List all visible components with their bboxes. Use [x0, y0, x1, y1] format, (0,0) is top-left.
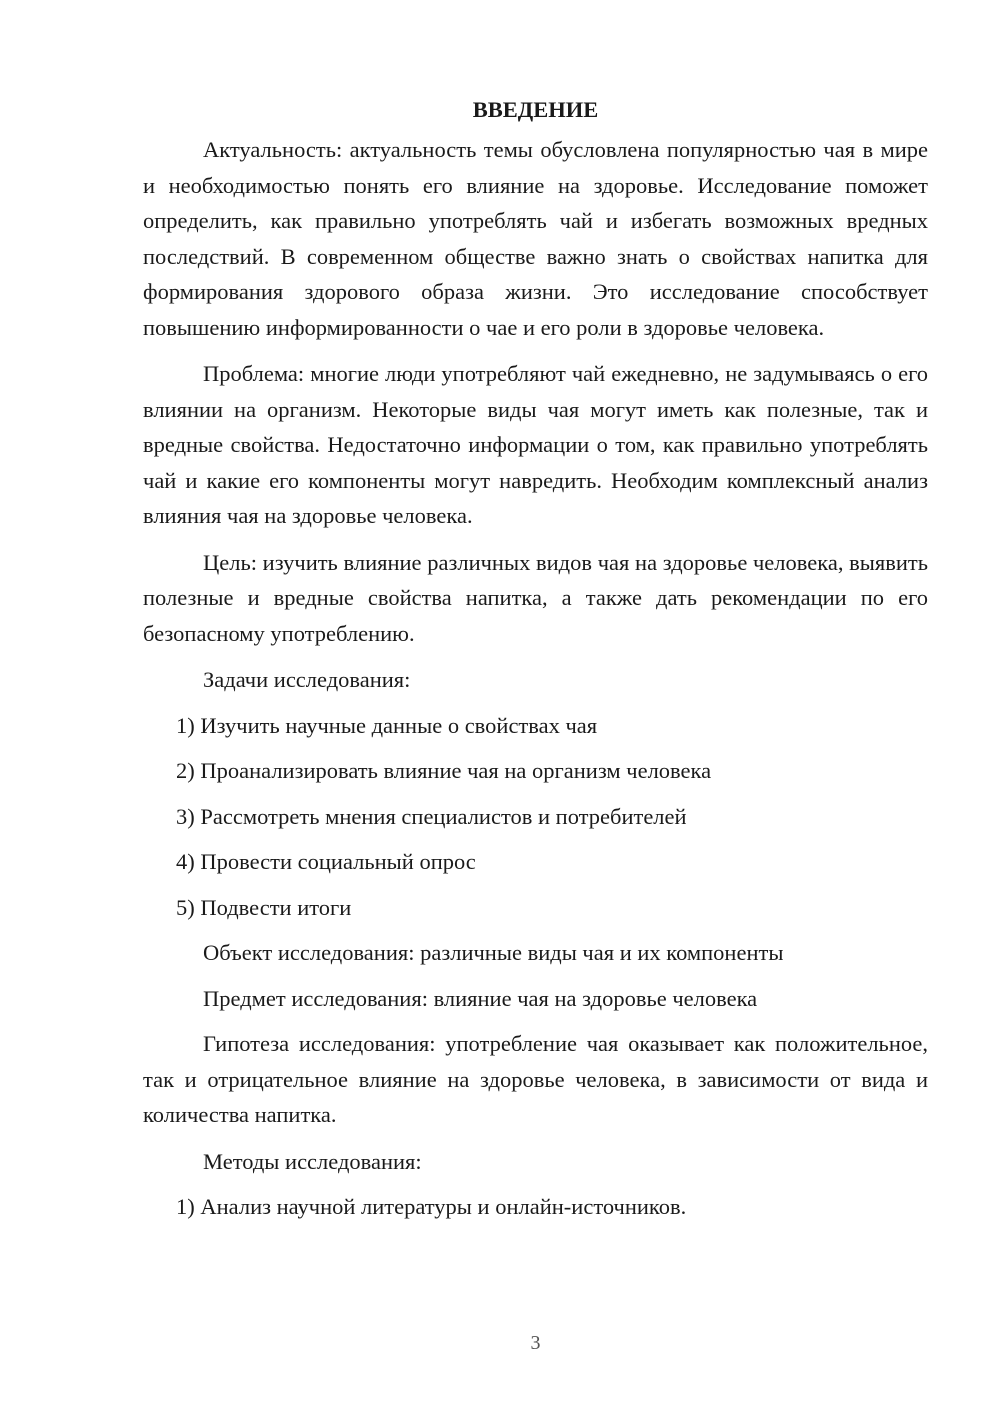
- list-item: 3) Рассмотреть мнения специалистов и потребителей: [176, 803, 687, 829]
- list-item: 5) Подвести итоги: [176, 894, 352, 920]
- page-number: 3: [530, 1332, 541, 1354]
- paragraph-relevance: Актуальность: актуальность темы обусловлена популярностью чая в мире и необходимостью понять его влияние на здоровье. Исследование поможет определить, как правильно употреблять чай и избегать возможных вредных последствий. В современном обществе важно знать о свойствах напитка для формирования здорового образа жизни. Это исследование способствует повышению информированности о чае и его роли в здоровье человека.: [143, 137, 928, 340]
- paragraph-problem: Проблема: многие люди употребляют чай ежедневно, не задумываясь о его влиянии на организм. Некоторые виды чая могут иметь как полезные, так и вредные свойства. Недостаточно информации о том, как правильно употреблять чай и какие его компоненты могут навредить. Необходим комплексный анализ влияния чая на здоровье человека.: [143, 361, 928, 528]
- paragraph-subject: Предмет исследования: влияние чая на здоровье человека: [203, 985, 758, 1011]
- paragraph-object: Объект исследования: различные виды чая и их компоненты: [203, 940, 784, 965]
- section-title: ВВЕДЕНИЕ: [472, 97, 599, 122]
- tasks-heading: Задачи исследования:: [203, 667, 411, 692]
- list-item: 2) Проанализировать влияние чая на организм человека: [176, 758, 712, 783]
- methods-heading: Методы исследования:: [203, 1148, 422, 1174]
- paragraph-hypothesis: Гипотеза исследования: употребление чая оказывает как положительное, так и отрицательное влияние на здоровье человека, в зависимости от вида и количества напитка.: [143, 1031, 928, 1127]
- document-body: [143, 92, 928, 1235]
- list-item: 4) Провести социальный опрос: [176, 849, 476, 874]
- list-item: 1) Анализ научной литературы и онлайн-источников.: [176, 1194, 687, 1219]
- paragraph-goal: Цель: изучить влияние различных видов чая на здоровье человека, выявить полезные и вредные свойства напитка, а также дать рекомендации по его безопасному употреблению.: [143, 549, 928, 646]
- tasks-list: [143, 708, 928, 926]
- methods-list: [143, 1189, 928, 1225]
- list-item: 1) Изучить научные данные о свойствах чая: [176, 712, 598, 738]
